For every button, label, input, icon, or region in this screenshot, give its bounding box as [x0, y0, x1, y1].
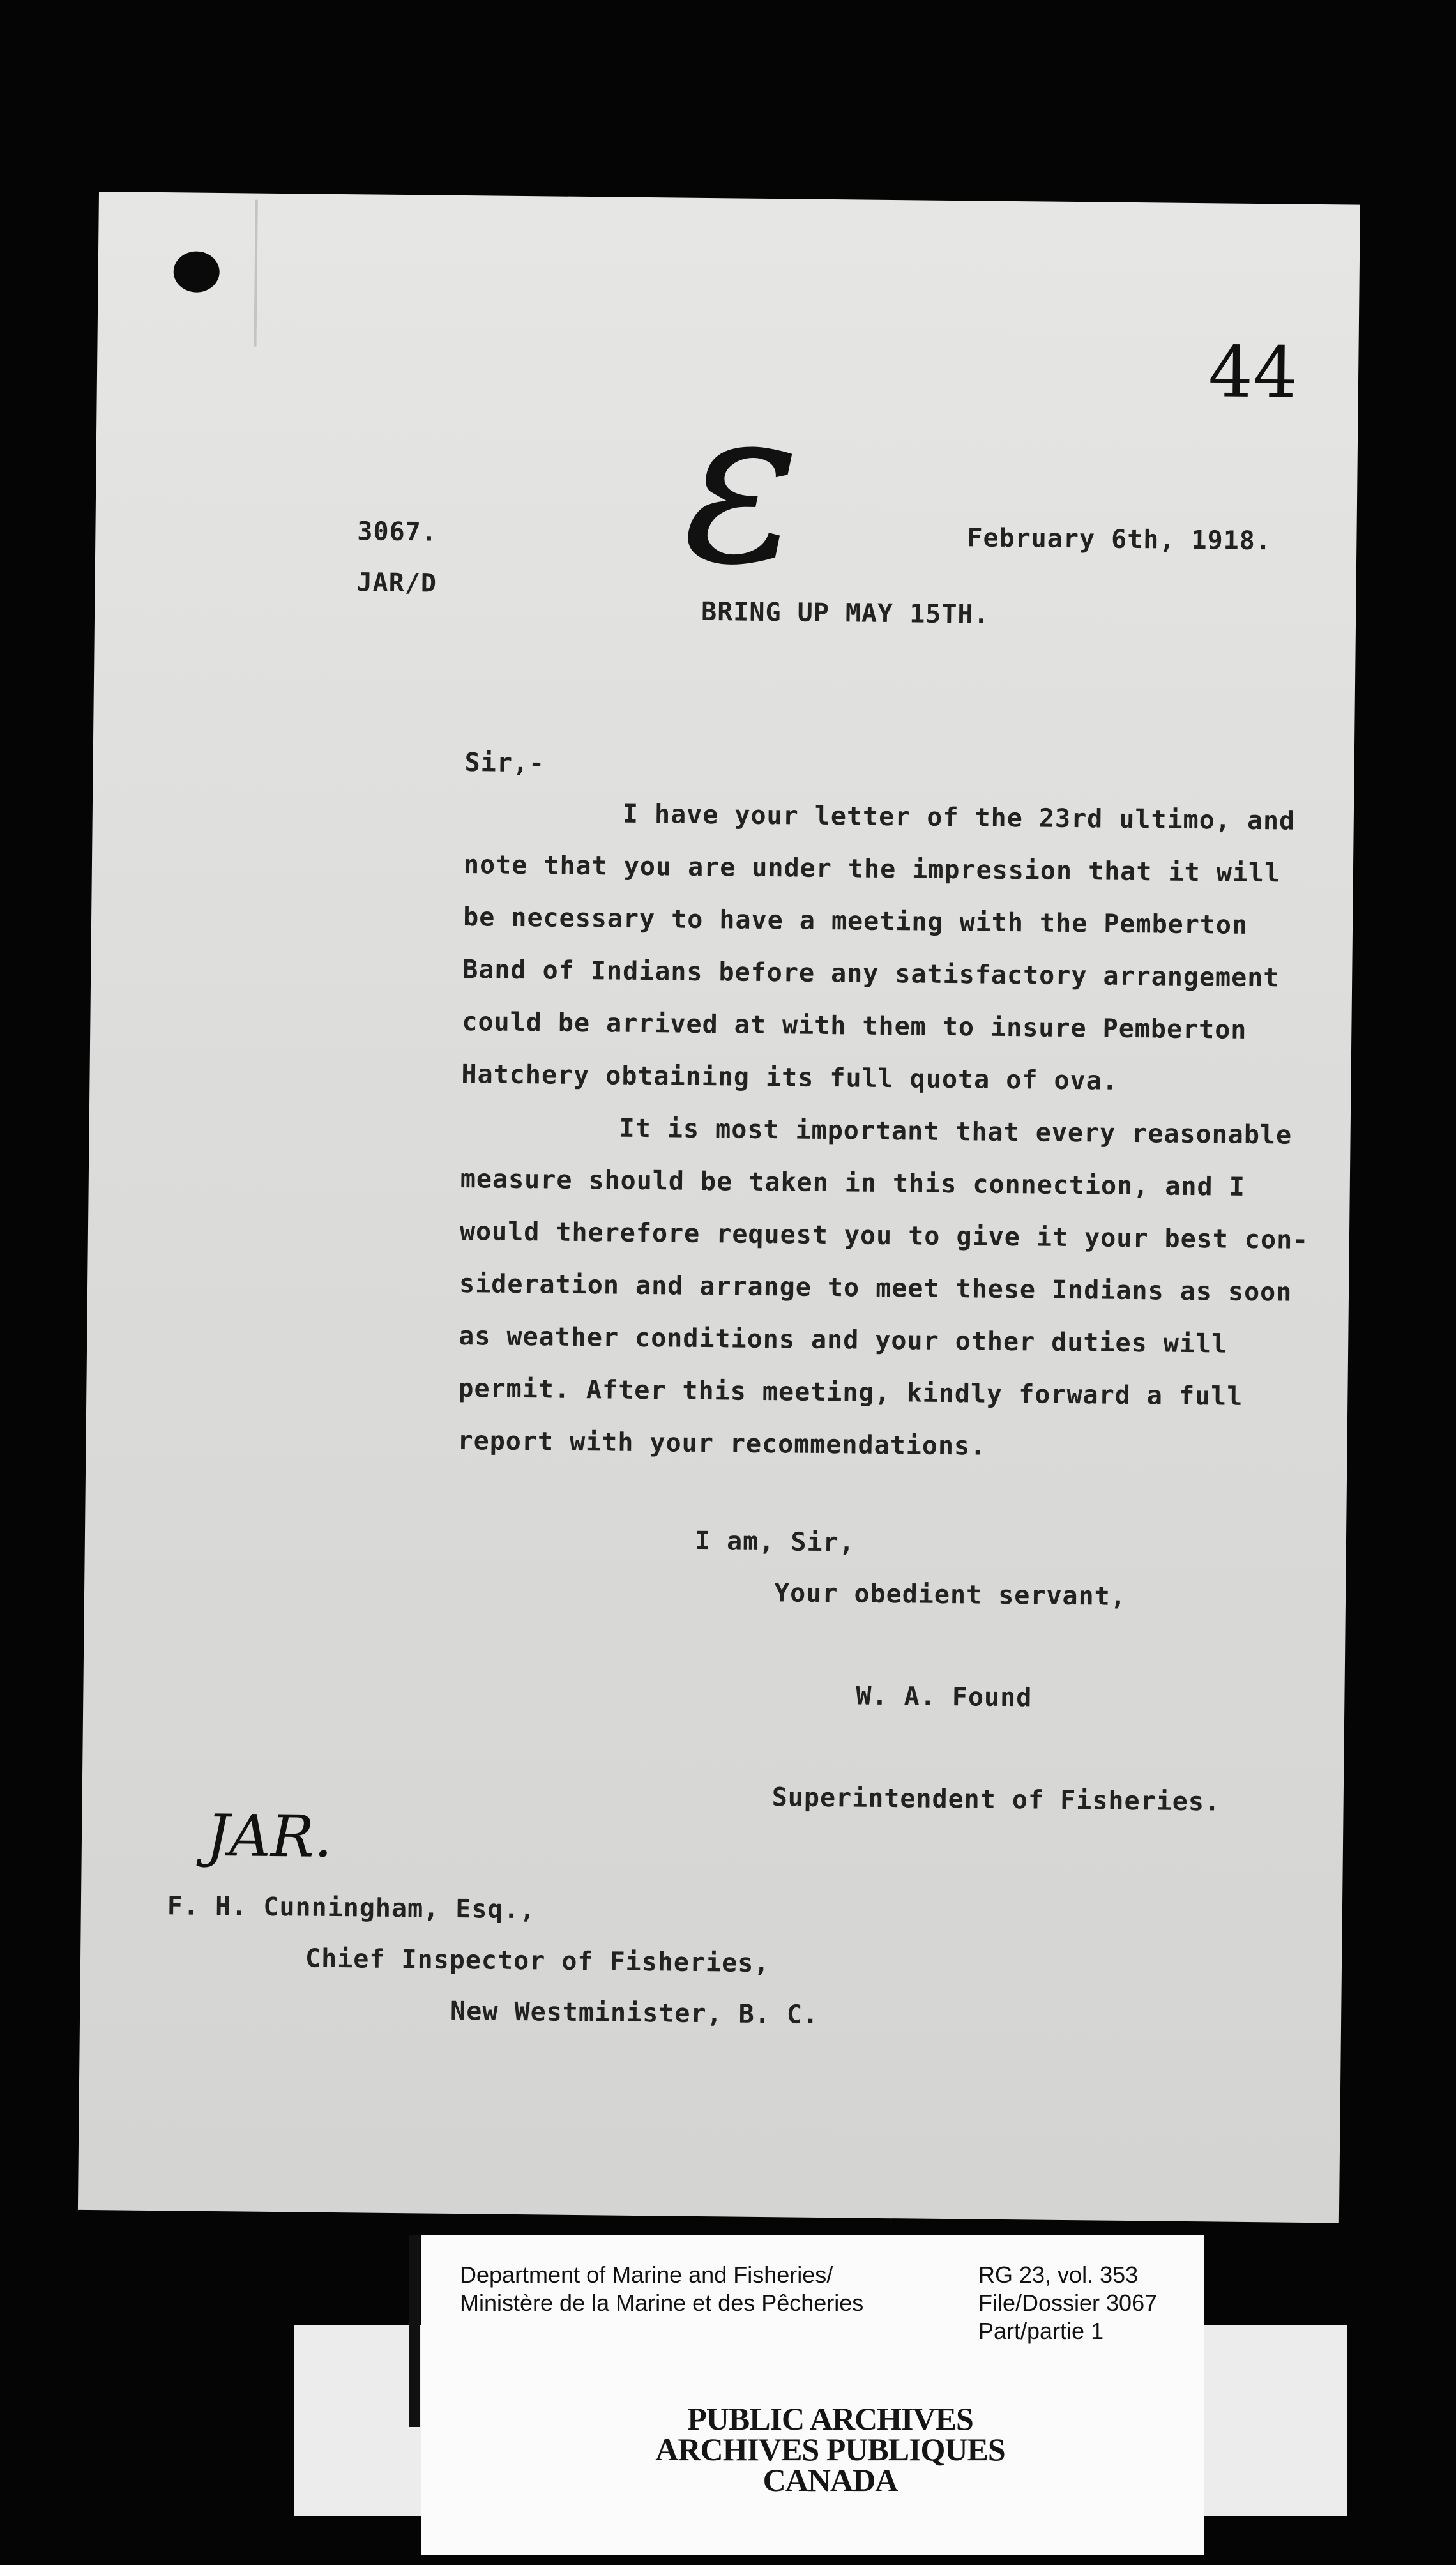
- body-line-7: It is most important that every reasonable: [619, 1113, 1293, 1150]
- archive-stamp-line-1: PUBLIC ARCHIVES: [687, 2401, 973, 2437]
- body-line-12: permit. After this meeting, kindly forward a full: [458, 1373, 1243, 1412]
- body-line-13: report with your recommendations.: [457, 1426, 987, 1461]
- part-number: Part/partie 1: [978, 2318, 1104, 2344]
- archive-stamp-line-3: CANADA: [762, 2462, 898, 2498]
- file-dossier: File/Dossier 3067: [978, 2290, 1158, 2316]
- department-name-en: Department of Marine and Fisheries/: [460, 2262, 833, 2288]
- addressee-line-2: Chief Inspector of Fisheries,: [305, 1944, 770, 1979]
- addressee-line-3: New Westminister, B. C.: [450, 1996, 819, 2030]
- body-line-5: could be arrived at with them to insure Pemberton: [462, 1007, 1247, 1045]
- department-name-fr: Ministère de la Marine et des Pêcheries: [460, 2290, 864, 2316]
- label-edge: [409, 2235, 420, 2427]
- signer-title: Superintendent of Fisheries.: [771, 1783, 1221, 1817]
- body-line-3: be necessary to have a meeting with the Pemberton: [462, 902, 1248, 940]
- file-number: 3067.: [357, 517, 438, 547]
- closing-line-2: Your obedient servant,: [773, 1578, 1127, 1611]
- addressee-line-1: F. H. Cunningham, Esq.,: [167, 1891, 536, 1925]
- body-line-2: note that you are under the impression that it will: [463, 850, 1281, 888]
- signature: W. A. Found: [856, 1681, 1033, 1713]
- body-line-11: as weather conditions and your other duties will: [459, 1321, 1228, 1359]
- handwritten-mark: ε: [682, 358, 801, 613]
- body-line-9: would therefore request you to give it your best con-: [459, 1217, 1309, 1255]
- initials: JAR/D: [356, 568, 437, 598]
- paper-edge-strip: [254, 200, 257, 347]
- body-line-1: I have your letter of the 23rd ultimo, and: [622, 799, 1296, 836]
- closing-line-1: I am, Sir,: [694, 1526, 855, 1558]
- body-line-6: Hatchery obtaining its full quota of ova.: [461, 1060, 1119, 1096]
- letter-page: [78, 192, 1360, 2223]
- letter-date: February 6th, 1918.: [967, 523, 1272, 556]
- bring-up-note: BRING UP MAY 15TH.: [701, 597, 990, 630]
- handwritten-initials: JAR.: [206, 1802, 333, 1871]
- page-number: 44: [1208, 331, 1298, 414]
- archive-stamp-line-2: ARCHIVES PUBLIQUES: [655, 2432, 1005, 2467]
- record-group: RG 23, vol. 353: [978, 2262, 1139, 2288]
- punch-hole: [173, 251, 220, 293]
- salutation: Sir,-: [464, 748, 545, 779]
- body-line-8: measure should be taken in this connection, and I: [460, 1164, 1246, 1202]
- body-line-10: sideration and arrange to meet these Indians as soon: [459, 1269, 1293, 1307]
- body-line-4: Band of Indians before any satisfactory arrangement: [462, 955, 1280, 993]
